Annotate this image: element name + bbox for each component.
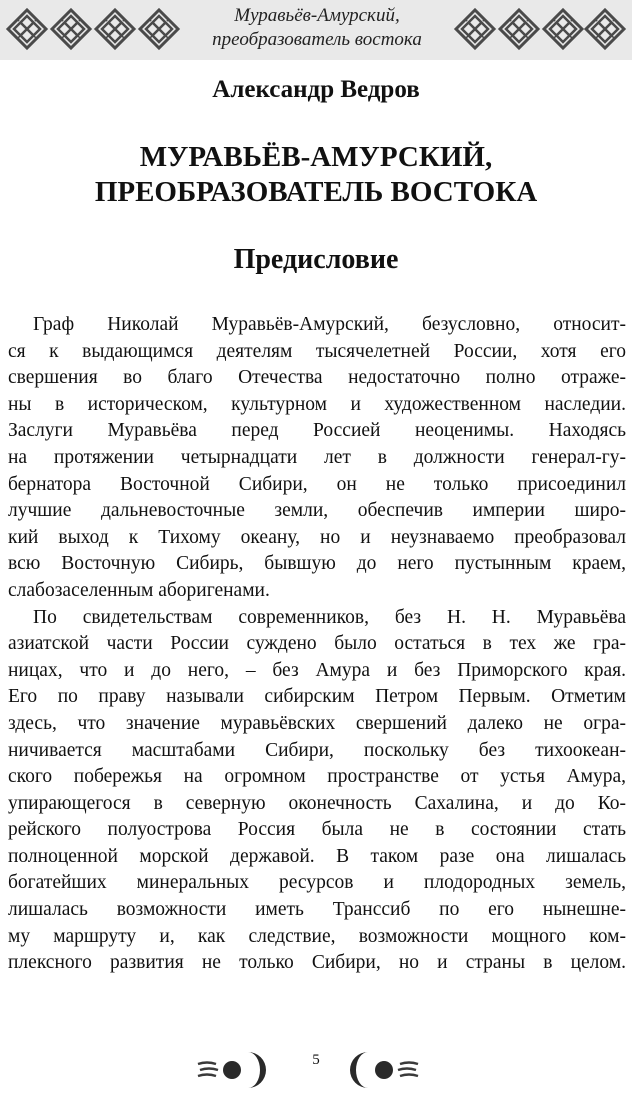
text-line: лишалась возможности иметь Транссиб по его нынешне- bbox=[8, 899, 626, 921]
author-name: Александр Ведров bbox=[212, 76, 420, 103]
text-line: упирающегося в северную оконечность Сахалина, и до Ко- bbox=[8, 792, 626, 814]
text-line: Его по праву называли сибирским Петром Первым. Отметим bbox=[8, 686, 626, 708]
text-line: ничивается масштабами Сибири, поскольку без тихоокеан- bbox=[8, 739, 626, 761]
text-line: плексного развития не только Сибири, но и страны в целом. bbox=[8, 952, 626, 974]
moon-flame-left-icon bbox=[196, 1048, 270, 1088]
page-number: 5 bbox=[312, 1052, 320, 1068]
text-line: полноценной морской державой. В таком разе она лишалась bbox=[8, 845, 626, 867]
text-line: слабозаселенным аборигенами. bbox=[8, 579, 270, 601]
page-footer bbox=[0, 1040, 632, 1096]
text-line: му маршруту и, как следствие, возможности мощного ком- bbox=[8, 925, 626, 947]
book-title bbox=[0, 140, 632, 210]
body-text bbox=[8, 312, 626, 977]
text-line: всю Восточную Сибирь, бывшую до него пустынным краем, bbox=[8, 553, 626, 575]
moon-flame-right-icon bbox=[346, 1048, 420, 1088]
book-title-line-2: ПРЕОБРАЗОВАТЕЛЬ ВОСТОКА bbox=[94, 176, 538, 208]
text-line: азиатской части России суждено было остаться в тех же гра- bbox=[8, 633, 626, 655]
running-header bbox=[0, 0, 632, 60]
text-line: Граф Николай Муравьёв-Амурский, безусловно, относит- bbox=[33, 314, 626, 335]
text-line: бернатора Восточной Сибири, он не только присоединил bbox=[8, 473, 626, 495]
text-line: на протяжении четырнадцати лет в должности генерал-гу- bbox=[8, 446, 626, 468]
running-title-line-1: Муравьёв-Амурский, bbox=[234, 5, 400, 26]
text-line: свершения во благо Отечества недостаточно полно отраже- bbox=[8, 367, 626, 389]
section-heading: Предисловие bbox=[233, 244, 399, 275]
text-line: По свидетельствам современников, без Н. Н. Муравьёва bbox=[33, 606, 626, 628]
endless-knot-ornament-icon bbox=[4, 6, 182, 52]
text-line: Заслуги Муравьёва перед Россией неоценимы. Находясь bbox=[8, 420, 626, 442]
running-title bbox=[182, 4, 452, 52]
text-line: рейского полуострова Россия была не в состоянии стать bbox=[8, 819, 626, 841]
text-line: кий выход к Тихому океану, но и неузнаваемо преобразовал bbox=[8, 526, 626, 548]
text-line: ны в историческом, культурном и художественном наследии. bbox=[8, 393, 626, 415]
endless-knot-ornament-icon bbox=[452, 6, 628, 52]
text-line: ницах, что и до него, – без Амура и без Приморского края. bbox=[8, 659, 626, 681]
text-line: богатейших минеральных ресурсов и плодородных земель, bbox=[8, 872, 626, 894]
text-line: здесь, что значение муравьёвских свершений далеко не огра- bbox=[8, 712, 626, 734]
text-line: ского побережья на огромном пространстве от устья Амура, bbox=[8, 766, 626, 788]
text-line: лучшие дальневосточные земли, обеспечив империи широ- bbox=[8, 500, 626, 522]
text-line: ся к выдающимся деятелям тысячелетней России, хотя его bbox=[8, 340, 626, 362]
book-title-line-1: МУРАВЬЁВ-АМУРСКИЙ, bbox=[139, 141, 493, 173]
running-title-line-2: преобразователь востока bbox=[212, 29, 422, 50]
